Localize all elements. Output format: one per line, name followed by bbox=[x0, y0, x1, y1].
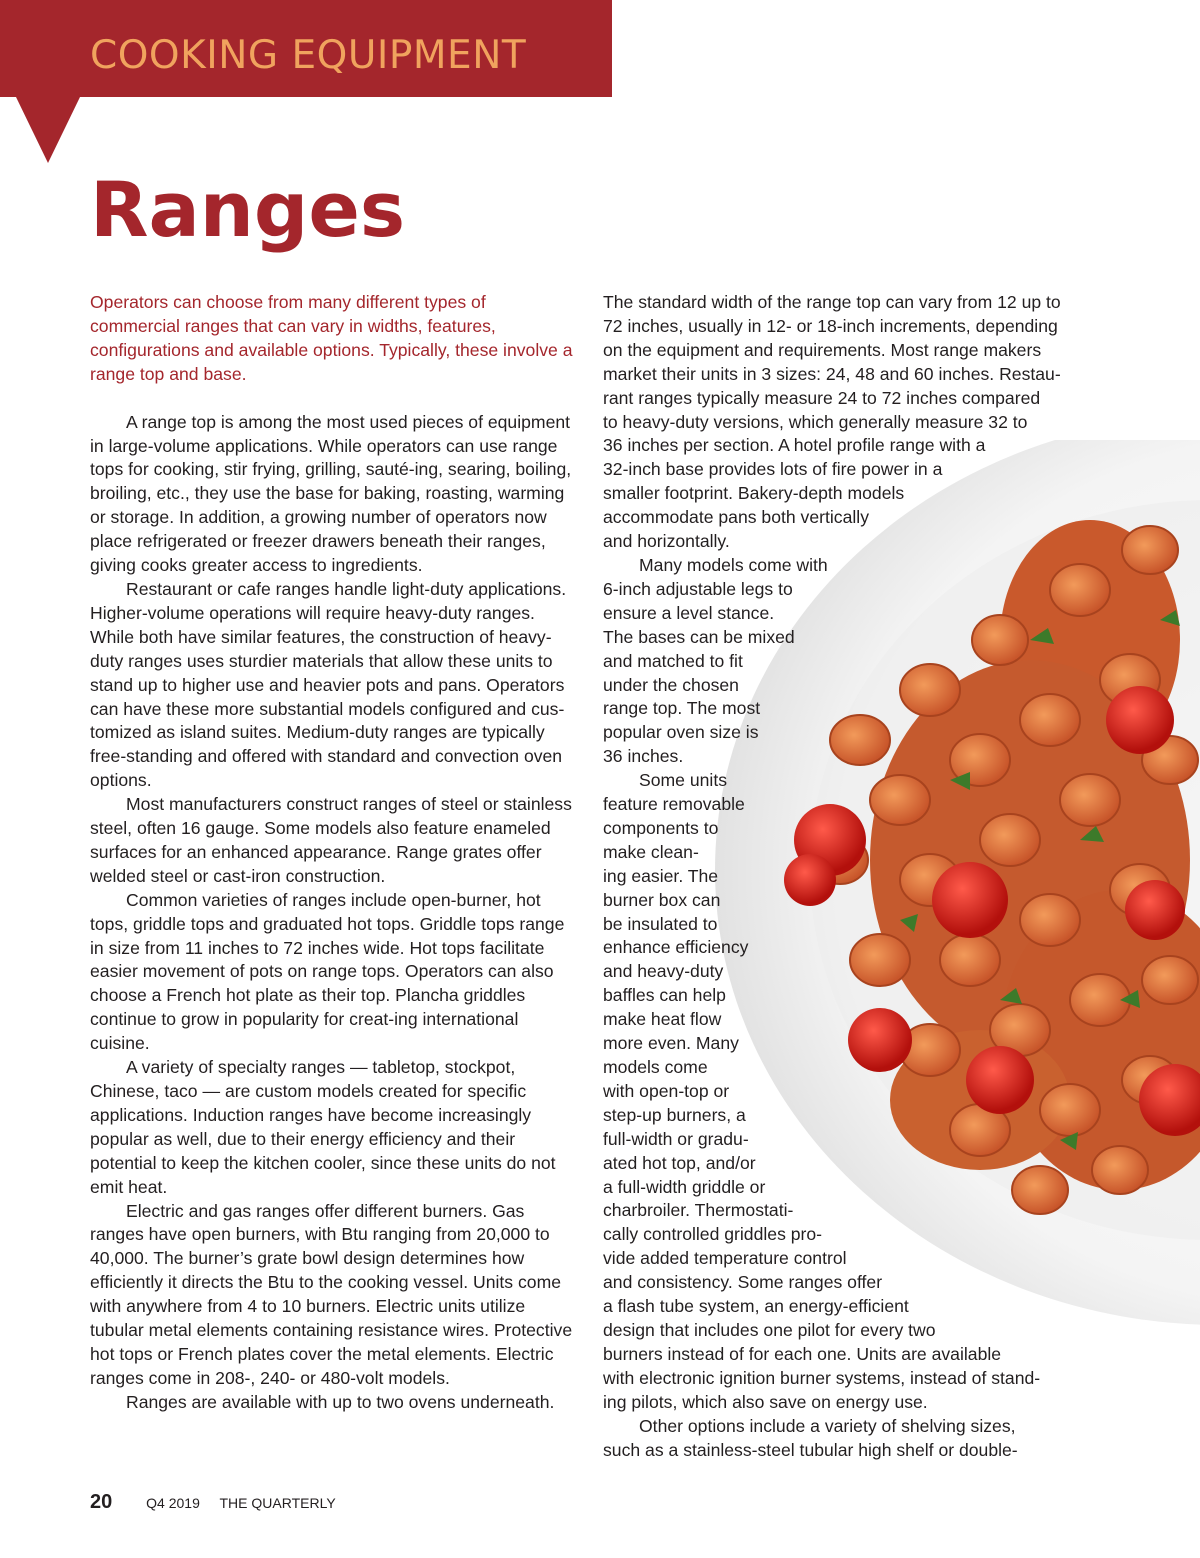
banner-tab-triangle bbox=[16, 97, 80, 163]
text-line: such as a stainless-steel tubular high shelf or double- bbox=[603, 1439, 1018, 1460]
text-line: make clean- bbox=[603, 841, 699, 862]
text-line: ing easier. The bbox=[603, 865, 719, 886]
issue-label: Q4 2019 bbox=[146, 1495, 200, 1511]
text-line: smaller footprint. Bakery-depth models bbox=[603, 483, 905, 504]
text-line: rant ranges typically measure 24 to 72 inches compared bbox=[603, 387, 1041, 408]
section-label: COOKING EQUIPMENT bbox=[90, 33, 527, 78]
body-paragraph: Restaurant or cafe ranges handle light-duty applications. Higher-volume operations will require heavy-duty ranges. While both have similar features, the construction of heavy-duty ranges uses sturdier materials that allow these units to stand up to higher use and heavier pots and pans. Operators can have these more substantial models configured and cus-tomized as island suites. Medium-duty ranges are typically free-standing and offered with standard and convection oven options. bbox=[90, 578, 567, 791]
text-line: and matched to fit bbox=[603, 650, 743, 671]
right-paragraph-4 bbox=[603, 1415, 1093, 1463]
text-line: ated hot top, and/or bbox=[603, 1152, 756, 1173]
text-line: 36 inches per section. A hotel profile range with a bbox=[603, 435, 986, 456]
body-paragraph: A variety of specialty ranges — tabletop, stockpot, Chinese, taco — are custom models created for specific applications. Induction ranges have become increasingly popular as well, due to their energy efficiency and their potential to keep the kitchen cooler, since these units do not emit heat. bbox=[90, 1057, 556, 1197]
text-line: The standard width of the range top can vary from 12 up to bbox=[603, 292, 1061, 312]
text-line: burners instead of for each one. Units are available bbox=[603, 1343, 1002, 1364]
body-paragraph: Electric and gas ranges offer different burners. Gas ranges have open burners, with Btu ranging from 20,000 to 40,000. The burner’s grate bowl design determines how efficiently it directs the Btu to the cooking vessel. Units come with anywhere from 4 to 10 burners. Electric units utilize tubular metal elements containing resistance wires. Protective hot tops or French plates cover the metal elements. Electric ranges come in 208-, 240- or 480-volt models. bbox=[90, 1200, 573, 1388]
body-paragraph: Ranges are available with up to two ovens underneath. bbox=[126, 1391, 555, 1412]
text-line: feature removable bbox=[603, 794, 745, 815]
text-line: on the equipment and requirements. Most range makers bbox=[603, 339, 1042, 360]
right-column bbox=[603, 291, 1093, 1462]
text-line: and horizontally. bbox=[603, 531, 730, 552]
text-line: models come bbox=[603, 1057, 708, 1077]
text-line: accommodate pans both vertically bbox=[603, 507, 869, 528]
text-line: full-width or gradu- bbox=[603, 1128, 749, 1149]
text-line: under the chosen bbox=[603, 674, 739, 695]
section-banner bbox=[0, 0, 612, 97]
text-line: Other options include a variety of shelving sizes, bbox=[639, 1415, 1016, 1436]
text-line: ensure a level stance. bbox=[603, 602, 775, 623]
text-line: with open-top or bbox=[603, 1080, 730, 1101]
page-number: 20 bbox=[90, 1491, 113, 1513]
page-title: Ranges bbox=[90, 165, 406, 254]
text-line: step-up burners, a bbox=[603, 1104, 746, 1125]
text-line: 32-inch base provides lots of fire power in a bbox=[603, 459, 943, 480]
publication-name: THE QUARTERLY bbox=[219, 1495, 336, 1511]
text-line: baffles can help bbox=[603, 985, 726, 1006]
intro-paragraph: Operators can choose from many different types of commercial ranges that can vary in widths, features, configurations and available options. Typically, these involve a range top and base. bbox=[90, 292, 573, 384]
text-line: to heavy-duty versions, which generally measure 32 to bbox=[603, 411, 1028, 432]
text-line: with electronic ignition burner systems, instead of stand- bbox=[603, 1367, 1041, 1388]
text-line: vide added temperature control bbox=[603, 1248, 847, 1269]
text-line: a flash tube system, an energy-efficient bbox=[603, 1296, 909, 1317]
right-paragraph-2 bbox=[603, 554, 1093, 769]
text-line: be insulated to bbox=[603, 913, 718, 934]
text-line: make heat flow bbox=[603, 1009, 722, 1030]
text-line: ing pilots, which also save on energy use. bbox=[603, 1391, 928, 1412]
text-line: enhance efficiency bbox=[603, 937, 749, 958]
body-paragraph: Common varieties of ranges include open-burner, hot tops, griddle tops and graduated hot tops. Griddle tops range in size from 11 inches to 72 inches wide. Hot tops facilitate easier movement of pots on range tops. Operators can also choose a French hot plate as their top. Plancha griddles continue to grow in popularity for creat-ing international cuisine. bbox=[90, 889, 565, 1054]
text-line: Some units bbox=[639, 770, 728, 791]
page-footer bbox=[90, 1491, 336, 1514]
left-column bbox=[90, 291, 580, 1415]
right-paragraph-1 bbox=[603, 291, 1093, 554]
text-line: 72 inches, usually in 12- or 18-inch increments, depending bbox=[603, 315, 1058, 336]
text-line: 36 inches. bbox=[603, 746, 684, 767]
text-line: market their units in 3 sizes: 24, 48 and 60 inches. Restau- bbox=[603, 363, 1061, 384]
text-line: a full-width griddle or bbox=[603, 1176, 766, 1197]
text-line: and heavy-duty bbox=[603, 961, 724, 982]
body-paragraph: A range top is among the most used pieces of equipment in large-volume applications. While operators can use range tops for cooking, stir frying, grilling, sauté-ing, searing, boiling, broiling, etc., they use the base for baking, roasting, warming or storage. In addition, a growing number of operators now place refrigerated or freezer drawers beneath their ranges, giving cooks greater access to ingredients. bbox=[90, 411, 572, 576]
text-line: more even. Many bbox=[603, 1033, 739, 1054]
text-line: 6-inch adjustable legs to bbox=[603, 578, 793, 599]
text-line: burner box can bbox=[603, 889, 721, 910]
right-paragraph-3 bbox=[603, 769, 1093, 1414]
text-line: charbroiler. Thermostati- bbox=[603, 1200, 794, 1221]
body-paragraph: Most manufacturers construct ranges of steel or stainless steel, often 16 gauge. Some models also feature enameled surfaces for an enhanced appearance. Range grates offer welded steel or cast-iron construction. bbox=[90, 794, 572, 886]
text-line: and consistency. Some ranges offer bbox=[603, 1272, 883, 1293]
text-line: The bases can be mixed bbox=[603, 626, 795, 647]
text-line: Many models come with bbox=[639, 554, 828, 575]
text-line: components to bbox=[603, 817, 719, 838]
text-line: cally controlled griddles pro- bbox=[603, 1224, 823, 1245]
text-line: popular oven size is bbox=[603, 722, 759, 743]
text-line: design that includes one pilot for every two bbox=[603, 1319, 936, 1340]
text-line: range top. The most bbox=[603, 698, 761, 719]
